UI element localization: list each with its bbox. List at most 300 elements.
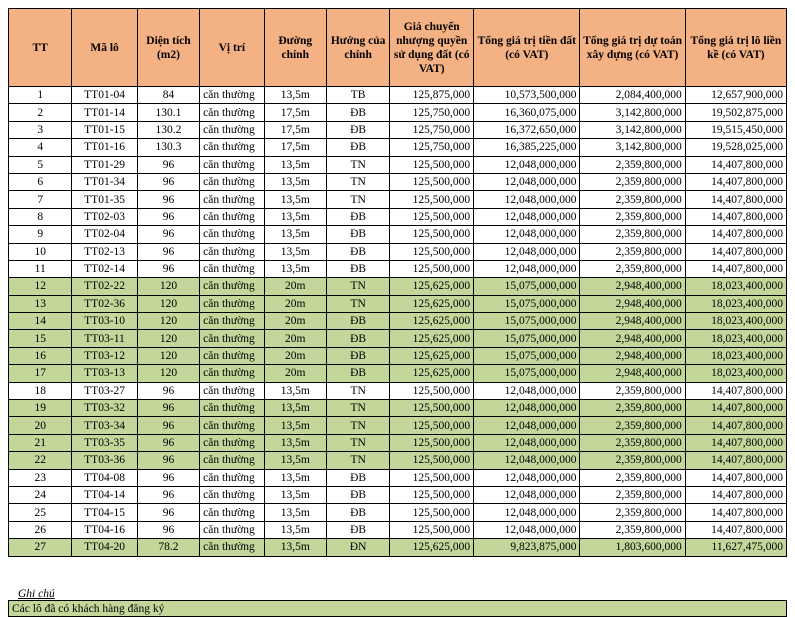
cell-tien-dat: 15,075,000,000 — [474, 330, 580, 347]
cell-tien-dat: 12,048,000,000 — [474, 208, 580, 225]
cell-xay-dung: 2,948,400,000 — [580, 295, 685, 312]
cell-dien-tich: 120 — [137, 365, 199, 382]
notes-section — [8, 588, 787, 617]
cell-dien-tich: 96 — [137, 208, 199, 225]
cell-tien-dat: 16,360,075,000 — [474, 104, 580, 121]
table-row — [9, 382, 787, 399]
cell-tong: 14,407,800,000 — [685, 382, 786, 399]
cell-duong-chinh: 13,5m — [264, 539, 326, 556]
cell-ma-lo: TT01-04 — [72, 87, 137, 104]
cell-vi-tri: căn thường — [200, 434, 264, 451]
cell-tt: 17 — [9, 365, 72, 382]
cell-gia: 125,625,000 — [390, 330, 474, 347]
cell-tt: 19 — [9, 400, 72, 417]
cell-tt: 25 — [9, 504, 72, 521]
cell-tt: 24 — [9, 486, 72, 503]
cell-tt: 9 — [9, 226, 72, 243]
cell-duong-chinh: 17,5m — [264, 104, 326, 121]
cell-gia: 125,500,000 — [390, 504, 474, 521]
cell-gia: 125,875,000 — [390, 87, 474, 104]
cell-xay-dung: 2,359,800,000 — [580, 469, 685, 486]
cell-tong: 18,023,400,000 — [685, 313, 786, 330]
table-row — [9, 191, 787, 208]
table-row — [9, 104, 787, 121]
cell-xay-dung: 2,359,800,000 — [580, 226, 685, 243]
header-ma-lo: Mã lô — [72, 9, 137, 87]
cell-vi-tri: căn thường — [200, 539, 264, 556]
cell-huong: ĐB — [326, 313, 389, 330]
header-gia-chuyen-nhuong: Giá chuyển nhượng quyền sử dụng đất (có VAT) — [390, 9, 474, 87]
table-row — [9, 330, 787, 347]
cell-huong: ĐB — [326, 504, 389, 521]
cell-tt: 8 — [9, 208, 72, 225]
cell-vi-tri: căn thường — [200, 260, 264, 277]
cell-tien-dat: 12,048,000,000 — [474, 382, 580, 399]
cell-xay-dung: 2,359,800,000 — [580, 260, 685, 277]
table-row — [9, 87, 787, 104]
cell-xay-dung: 2,359,800,000 — [580, 486, 685, 503]
cell-xay-dung: 2,948,400,000 — [580, 365, 685, 382]
cell-huong: ĐB — [326, 208, 389, 225]
cell-ma-lo: TT01-34 — [72, 173, 137, 190]
price-table-container — [8, 8, 787, 557]
cell-duong-chinh: 13,5m — [264, 243, 326, 260]
registered-legend: Các lô đã có khách hàng đăng ký — [8, 600, 787, 617]
cell-ma-lo: TT03-32 — [72, 400, 137, 417]
cell-xay-dung: 2,948,400,000 — [580, 347, 685, 364]
header-duong-chinh: Đường chính — [264, 9, 326, 87]
cell-dien-tich: 120 — [137, 330, 199, 347]
cell-ma-lo: TT04-08 — [72, 469, 137, 486]
cell-vi-tri: căn thường — [200, 400, 264, 417]
cell-huong: TB — [326, 87, 389, 104]
cell-ma-lo: TT01-14 — [72, 104, 137, 121]
cell-xay-dung: 2,359,800,000 — [580, 208, 685, 225]
cell-vi-tri: căn thường — [200, 191, 264, 208]
header-tt: TT — [9, 9, 72, 87]
cell-tien-dat: 12,048,000,000 — [474, 156, 580, 173]
cell-tt: 6 — [9, 173, 72, 190]
cell-xay-dung: 2,359,800,000 — [580, 191, 685, 208]
cell-tt: 7 — [9, 191, 72, 208]
cell-vi-tri: căn thường — [200, 243, 264, 260]
notes-title: Ghi chú — [18, 588, 55, 600]
cell-duong-chinh: 13,5m — [264, 191, 326, 208]
cell-huong: ĐB — [326, 260, 389, 277]
cell-xay-dung: 2,359,800,000 — [580, 521, 685, 538]
cell-gia: 125,500,000 — [390, 243, 474, 260]
cell-xay-dung: 2,359,800,000 — [580, 434, 685, 451]
cell-gia: 125,500,000 — [390, 452, 474, 469]
cell-huong: ĐB — [326, 486, 389, 503]
cell-duong-chinh: 20m — [264, 365, 326, 382]
cell-gia: 125,500,000 — [390, 156, 474, 173]
cell-dien-tich: 120 — [137, 347, 199, 364]
cell-tt: 15 — [9, 330, 72, 347]
table-row — [9, 434, 787, 451]
cell-gia: 125,500,000 — [390, 191, 474, 208]
header-row — [9, 9, 787, 87]
cell-tien-dat: 12,048,000,000 — [474, 191, 580, 208]
cell-vi-tri: căn thường — [200, 226, 264, 243]
cell-ma-lo: TT03-12 — [72, 347, 137, 364]
cell-tong: 12,657,900,000 — [685, 87, 786, 104]
cell-gia: 125,500,000 — [390, 173, 474, 190]
cell-duong-chinh: 20m — [264, 278, 326, 295]
cell-tong: 14,407,800,000 — [685, 191, 786, 208]
table-row — [9, 521, 787, 538]
cell-dien-tich: 96 — [137, 382, 199, 399]
table-row — [9, 121, 787, 138]
cell-xay-dung: 2,359,800,000 — [580, 400, 685, 417]
cell-vi-tri: căn thường — [200, 486, 264, 503]
cell-xay-dung: 2,948,400,000 — [580, 278, 685, 295]
table-row — [9, 208, 787, 225]
cell-vi-tri: căn thường — [200, 382, 264, 399]
cell-tien-dat: 12,048,000,000 — [474, 173, 580, 190]
cell-ma-lo: TT01-29 — [72, 156, 137, 173]
table-row — [9, 278, 787, 295]
cell-duong-chinh: 13,5m — [264, 504, 326, 521]
cell-xay-dung: 2,359,800,000 — [580, 417, 685, 434]
table-row — [9, 486, 787, 503]
cell-tt: 5 — [9, 156, 72, 173]
cell-tt: 27 — [9, 539, 72, 556]
cell-duong-chinh: 13,5m — [264, 417, 326, 434]
cell-huong: ĐB — [326, 347, 389, 364]
cell-duong-chinh: 20m — [264, 295, 326, 312]
cell-ma-lo: TT01-16 — [72, 139, 137, 156]
cell-vi-tri: căn thường — [200, 121, 264, 138]
cell-huong: ĐB — [326, 365, 389, 382]
cell-tien-dat: 10,573,500,000 — [474, 87, 580, 104]
cell-xay-dung: 2,948,400,000 — [580, 330, 685, 347]
cell-gia: 125,500,000 — [390, 521, 474, 538]
cell-xay-dung: 2,359,800,000 — [580, 504, 685, 521]
cell-vi-tri: căn thường — [200, 347, 264, 364]
price-table — [8, 8, 787, 557]
table-row — [9, 260, 787, 277]
cell-vi-tri: căn thường — [200, 330, 264, 347]
cell-tong: 14,407,800,000 — [685, 469, 786, 486]
cell-tt: 20 — [9, 417, 72, 434]
cell-tt: 13 — [9, 295, 72, 312]
cell-tien-dat: 12,048,000,000 — [474, 243, 580, 260]
cell-ma-lo: TT02-14 — [72, 260, 137, 277]
cell-dien-tich: 96 — [137, 156, 199, 173]
cell-huong: TN — [326, 278, 389, 295]
cell-tt: 23 — [9, 469, 72, 486]
cell-gia: 125,750,000 — [390, 139, 474, 156]
cell-dien-tich: 130.3 — [137, 139, 199, 156]
cell-tong: 18,023,400,000 — [685, 330, 786, 347]
table-row — [9, 539, 787, 556]
cell-tt: 22 — [9, 452, 72, 469]
cell-ma-lo: TT04-20 — [72, 539, 137, 556]
cell-tong: 19,502,875,000 — [685, 104, 786, 121]
cell-duong-chinh: 17,5m — [264, 139, 326, 156]
cell-gia: 125,625,000 — [390, 278, 474, 295]
cell-dien-tich: 96 — [137, 452, 199, 469]
cell-duong-chinh: 13,5m — [264, 87, 326, 104]
header-huong: Hướng của chính — [326, 9, 389, 87]
table-row — [9, 226, 787, 243]
header-dien-tich: Diện tích (m2) — [137, 9, 199, 87]
cell-tien-dat: 12,048,000,000 — [474, 260, 580, 277]
cell-gia: 125,750,000 — [390, 104, 474, 121]
cell-huong: ĐB — [326, 139, 389, 156]
cell-ma-lo: TT04-15 — [72, 504, 137, 521]
cell-tien-dat: 12,048,000,000 — [474, 417, 580, 434]
cell-duong-chinh: 13,5m — [264, 434, 326, 451]
cell-tt: 21 — [9, 434, 72, 451]
cell-huong: TN — [326, 295, 389, 312]
cell-tong: 14,407,800,000 — [685, 486, 786, 503]
cell-gia: 125,625,000 — [390, 347, 474, 364]
cell-vi-tri: căn thường — [200, 156, 264, 173]
cell-tong: 18,023,400,000 — [685, 295, 786, 312]
cell-duong-chinh: 20m — [264, 313, 326, 330]
cell-huong: ĐB — [326, 521, 389, 538]
cell-huong: ĐB — [326, 104, 389, 121]
cell-tien-dat: 16,385,225,000 — [474, 139, 580, 156]
cell-dien-tich: 120 — [137, 278, 199, 295]
cell-vi-tri: căn thường — [200, 452, 264, 469]
cell-xay-dung: 1,803,600,000 — [580, 539, 685, 556]
cell-gia: 125,500,000 — [390, 400, 474, 417]
cell-ma-lo: TT04-14 — [72, 486, 137, 503]
cell-xay-dung: 2,359,800,000 — [580, 382, 685, 399]
cell-ma-lo: TT03-27 — [72, 382, 137, 399]
cell-tong: 14,407,800,000 — [685, 521, 786, 538]
cell-tien-dat: 15,075,000,000 — [474, 313, 580, 330]
cell-duong-chinh: 13,5m — [264, 400, 326, 417]
cell-tong: 14,407,800,000 — [685, 208, 786, 225]
cell-ma-lo: TT02-04 — [72, 226, 137, 243]
cell-tien-dat: 15,075,000,000 — [474, 295, 580, 312]
cell-tt: 11 — [9, 260, 72, 277]
table-body — [9, 87, 787, 557]
table-row — [9, 139, 787, 156]
cell-tien-dat: 12,048,000,000 — [474, 521, 580, 538]
cell-duong-chinh: 13,5m — [264, 486, 326, 503]
cell-vi-tri: căn thường — [200, 417, 264, 434]
cell-dien-tich: 96 — [137, 400, 199, 417]
cell-duong-chinh: 13,5m — [264, 382, 326, 399]
cell-gia: 125,500,000 — [390, 382, 474, 399]
cell-ma-lo: TT01-35 — [72, 191, 137, 208]
cell-dien-tich: 78.2 — [137, 539, 199, 556]
cell-vi-tri: căn thường — [200, 278, 264, 295]
cell-tien-dat: 12,048,000,000 — [474, 400, 580, 417]
cell-xay-dung: 2,084,400,000 — [580, 87, 685, 104]
cell-tt: 26 — [9, 521, 72, 538]
cell-tt: 18 — [9, 382, 72, 399]
cell-tong: 14,407,800,000 — [685, 260, 786, 277]
cell-tong: 14,407,800,000 — [685, 156, 786, 173]
table-row — [9, 365, 787, 382]
cell-ma-lo: TT02-03 — [72, 208, 137, 225]
cell-vi-tri: căn thường — [200, 365, 264, 382]
cell-gia: 125,500,000 — [390, 469, 474, 486]
cell-huong: ĐB — [326, 469, 389, 486]
cell-tien-dat: 12,048,000,000 — [474, 452, 580, 469]
table-row — [9, 504, 787, 521]
cell-ma-lo: TT03-11 — [72, 330, 137, 347]
cell-tong: 14,407,800,000 — [685, 243, 786, 260]
cell-dien-tich: 96 — [137, 504, 199, 521]
cell-dien-tich: 96 — [137, 260, 199, 277]
cell-gia: 125,500,000 — [390, 208, 474, 225]
cell-tong: 19,515,450,000 — [685, 121, 786, 138]
cell-dien-tich: 96 — [137, 469, 199, 486]
cell-dien-tich: 96 — [137, 191, 199, 208]
cell-tong: 14,407,800,000 — [685, 173, 786, 190]
cell-dien-tich: 96 — [137, 486, 199, 503]
cell-tt: 3 — [9, 121, 72, 138]
cell-gia: 125,625,000 — [390, 539, 474, 556]
cell-dien-tich: 120 — [137, 313, 199, 330]
cell-duong-chinh: 20m — [264, 347, 326, 364]
cell-xay-dung: 3,142,800,000 — [580, 121, 685, 138]
cell-ma-lo: TT02-22 — [72, 278, 137, 295]
cell-tong: 14,407,800,000 — [685, 226, 786, 243]
cell-tien-dat: 15,075,000,000 — [474, 347, 580, 364]
table-row — [9, 452, 787, 469]
cell-tong: 14,407,800,000 — [685, 504, 786, 521]
cell-vi-tri: căn thường — [200, 87, 264, 104]
cell-vi-tri: căn thường — [200, 104, 264, 121]
cell-ma-lo: TT03-35 — [72, 434, 137, 451]
table-row — [9, 469, 787, 486]
cell-huong: TN — [326, 156, 389, 173]
cell-gia: 125,625,000 — [390, 313, 474, 330]
header-tong-tien-dat: Tổng giá trị tiền đất (có VAT) — [474, 9, 580, 87]
cell-huong: TN — [326, 434, 389, 451]
cell-dien-tich: 96 — [137, 226, 199, 243]
cell-huong: TN — [326, 400, 389, 417]
cell-tt: 12 — [9, 278, 72, 295]
cell-dien-tich: 130.2 — [137, 121, 199, 138]
cell-dien-tich: 96 — [137, 434, 199, 451]
cell-huong: ĐB — [326, 121, 389, 138]
table-row — [9, 243, 787, 260]
cell-tien-dat: 16,372,650,000 — [474, 121, 580, 138]
cell-huong: TN — [326, 452, 389, 469]
cell-huong: ĐN — [326, 539, 389, 556]
table-row — [9, 417, 787, 434]
cell-duong-chinh: 13,5m — [264, 452, 326, 469]
cell-tt: 16 — [9, 347, 72, 364]
cell-duong-chinh: 13,5m — [264, 226, 326, 243]
cell-dien-tich: 120 — [137, 295, 199, 312]
cell-xay-dung: 2,359,800,000 — [580, 156, 685, 173]
cell-dien-tich: 84 — [137, 87, 199, 104]
cell-xay-dung: 3,142,800,000 — [580, 104, 685, 121]
cell-xay-dung: 2,359,800,000 — [580, 173, 685, 190]
cell-dien-tich: 96 — [137, 173, 199, 190]
cell-tong: 18,023,400,000 — [685, 278, 786, 295]
cell-tt: 1 — [9, 87, 72, 104]
cell-tien-dat: 9,823,875,000 — [474, 539, 580, 556]
header-du-toan-xay-dung: Tổng giá trị dự toán xây dựng (có VAT) — [580, 9, 685, 87]
cell-vi-tri: căn thường — [200, 469, 264, 486]
cell-huong: ĐB — [326, 243, 389, 260]
cell-duong-chinh: 20m — [264, 330, 326, 347]
header-vi-tri: Vị trí — [200, 9, 264, 87]
cell-vi-tri: căn thường — [200, 295, 264, 312]
cell-tong: 14,407,800,000 — [685, 417, 786, 434]
cell-huong: ĐB — [326, 226, 389, 243]
cell-gia: 125,625,000 — [390, 295, 474, 312]
cell-tong: 18,023,400,000 — [685, 347, 786, 364]
cell-huong: TN — [326, 417, 389, 434]
cell-dien-tich: 96 — [137, 243, 199, 260]
cell-ma-lo: TT01-15 — [72, 121, 137, 138]
cell-ma-lo: TT03-36 — [72, 452, 137, 469]
table-row — [9, 173, 787, 190]
cell-ma-lo: TT04-16 — [72, 521, 137, 538]
table-row — [9, 400, 787, 417]
cell-tien-dat: 12,048,000,000 — [474, 504, 580, 521]
cell-xay-dung: 2,948,400,000 — [580, 313, 685, 330]
cell-gia: 125,500,000 — [390, 260, 474, 277]
cell-ma-lo: TT03-10 — [72, 313, 137, 330]
cell-vi-tri: căn thường — [200, 173, 264, 190]
table-row — [9, 313, 787, 330]
cell-tong: 18,023,400,000 — [685, 365, 786, 382]
cell-gia: 125,500,000 — [390, 226, 474, 243]
cell-tien-dat: 12,048,000,000 — [474, 226, 580, 243]
cell-tong: 14,407,800,000 — [685, 452, 786, 469]
cell-gia: 125,625,000 — [390, 365, 474, 382]
cell-duong-chinh: 13,5m — [264, 521, 326, 538]
cell-ma-lo: TT03-34 — [72, 417, 137, 434]
cell-xay-dung: 2,359,800,000 — [580, 452, 685, 469]
cell-ma-lo: TT02-13 — [72, 243, 137, 260]
table-row — [9, 295, 787, 312]
cell-vi-tri: căn thường — [200, 521, 264, 538]
cell-duong-chinh: 13,5m — [264, 208, 326, 225]
cell-huong: ĐB — [326, 330, 389, 347]
cell-ma-lo: TT02-36 — [72, 295, 137, 312]
cell-tong: 14,407,800,000 — [685, 400, 786, 417]
cell-gia: 125,750,000 — [390, 121, 474, 138]
cell-tt: 2 — [9, 104, 72, 121]
cell-huong: TN — [326, 173, 389, 190]
cell-tong: 14,407,800,000 — [685, 434, 786, 451]
cell-tong: 11,627,475,000 — [685, 539, 786, 556]
header-tong-lo-lien-ke: Tổng giá trị lô liền kề (có VAT) — [685, 9, 786, 87]
cell-tien-dat: 12,048,000,000 — [474, 434, 580, 451]
cell-gia: 125,500,000 — [390, 434, 474, 451]
cell-gia: 125,500,000 — [390, 417, 474, 434]
cell-tt: 10 — [9, 243, 72, 260]
cell-ma-lo: TT03-13 — [72, 365, 137, 382]
table-row — [9, 156, 787, 173]
cell-dien-tich: 130.1 — [137, 104, 199, 121]
cell-duong-chinh: 13,5m — [264, 156, 326, 173]
cell-vi-tri: căn thường — [200, 139, 264, 156]
cell-tien-dat: 15,075,000,000 — [474, 365, 580, 382]
cell-vi-tri: căn thường — [200, 504, 264, 521]
cell-duong-chinh: 13,5m — [264, 260, 326, 277]
table-row — [9, 347, 787, 364]
cell-huong: TN — [326, 382, 389, 399]
cell-xay-dung: 3,142,800,000 — [580, 139, 685, 156]
cell-huong: TN — [326, 191, 389, 208]
cell-vi-tri: căn thường — [200, 313, 264, 330]
